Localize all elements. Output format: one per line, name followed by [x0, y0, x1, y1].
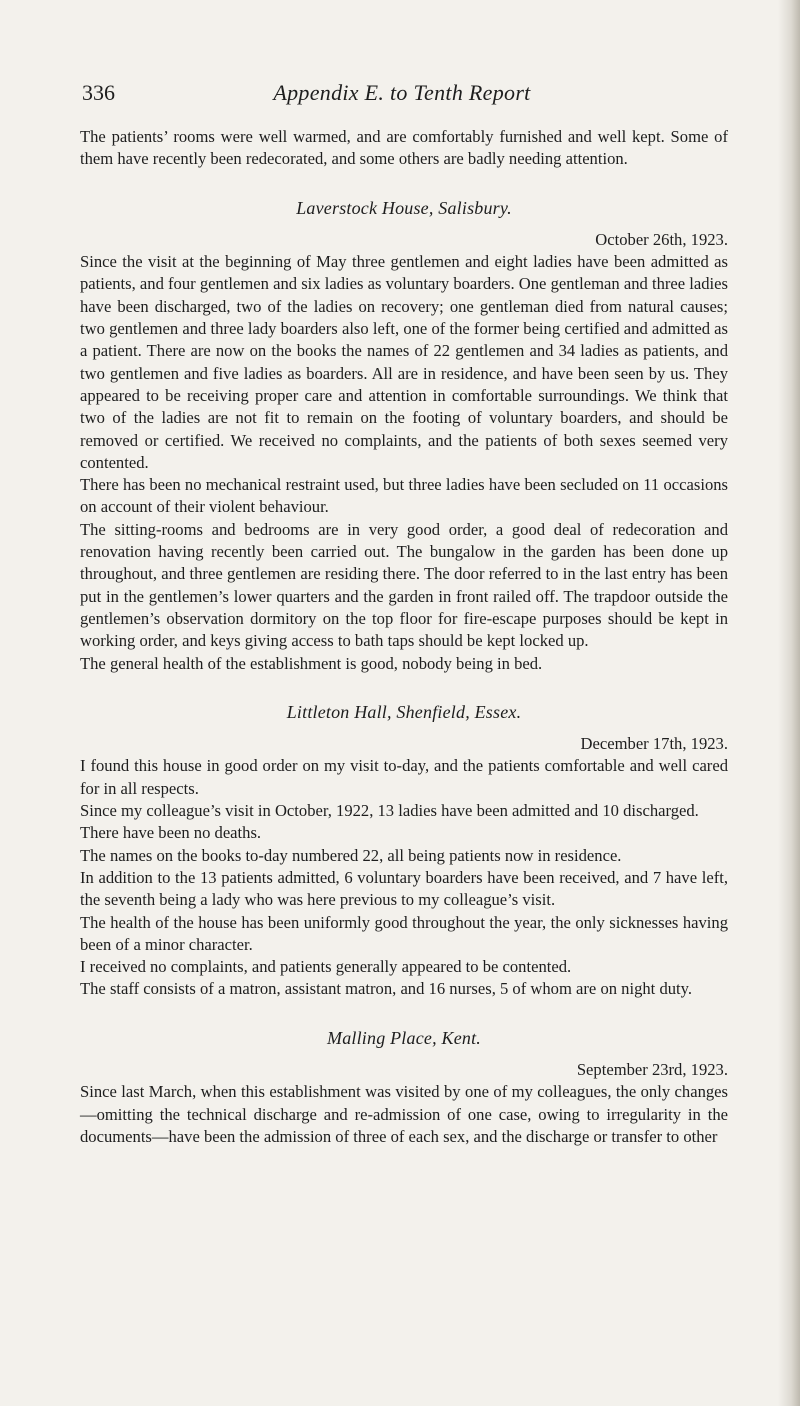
paragraph: Since the visit at the beginning of May three gentlemen and eight ladies have been admitted as patients, and four gentlemen and six ladies as voluntary boarders. One gentleman and three ladies have been discharged, two of the ladies on recovery; one gentleman died from natural causes; two gentlemen and three lady boarders also left, one of the former being certified and admitted as a patient. There are now on the books the names of 22 gentlemen and 34 ladies as patients, and two gentlemen and five ladies as boarders. All are in residence, and have been seen by us. They appeared to be receiving proper care and attention in comfortable surroundings. We think that two of the ladies are not fit to remain on the footing of voluntary boarders, and should be removed or certified. We received no complaints, and the patients of both sexes seemed very contented.	[80, 252, 728, 472]
paragraph: The sitting-rooms and bedrooms are in very good order, a good deal of redecoration and renovation having recently been carried out. The bungalow in the garden has been done up throughout, and three gentlemen are residing there. The door referred to in the last entry has been put in the gentlemen’s lower quarters and the garden in front railed off. The trapdoor outside the gentlemen’s observation dormitory on the top floor for fire-escape purposes should be kept in working order, and keys giving access to bath taps should be kept locked up.	[80, 519, 728, 651]
section-date-littleton: December 17th, 1923.	[580, 734, 728, 754]
paragraph: In addition to the 13 patients admitted, 6 voluntary boarders have been received, and 7 have left, the seventh being a lady who was here previous to my colleague’s visit.	[80, 867, 728, 910]
section-heading-malling: Malling Place, Kent.	[327, 1027, 481, 1048]
running-title: Appendix E. to Tenth Report	[273, 80, 531, 105]
page-body	[80, 126, 728, 1148]
page-edge-shadow	[778, 0, 800, 1406]
section-heading-laverstock: Laverstock House, Salisbury.	[296, 197, 512, 218]
paragraph: Since my colleague’s visit in October, 1922, 13 ladies have been admitted and 10 discharged.	[80, 801, 699, 821]
paragraph: The general health of the establishment is good, nobody being in bed.	[80, 653, 543, 673]
section-date-malling: September 23rd, 1923.	[576, 1059, 728, 1079]
running-head	[82, 80, 722, 110]
paragraph: Since last March, when this establishment was visited by one of my colleagues, the only changes—omitting the technical discharge and re-admission of one case, owing to irregularity in the documents—have been the admission of three of each sex, and the discharge or transfer to other	[80, 1082, 728, 1146]
paragraph: The health of the house has been uniformly good throughout the year, the only sicknesses having been of a minor character.	[80, 912, 728, 954]
paragraph: There has been no mechanical restraint used, but three ladies have been secluded on 11 occasions on account of their violent behaviour.	[80, 475, 728, 517]
paragraph: I received no complaints, and patients generally appeared to be contented.	[80, 957, 572, 977]
paragraph: The staff consists of a matron, assistant matron, and 16 nurses, 5 of whom are on night duty.	[80, 979, 693, 999]
intro-paragraph: The patients’ rooms were well warmed, and are comfortably furnished and well kept. Some of them have recently been redecorated, and some others are badly needing attention.	[80, 127, 728, 169]
paragraph: There have been no deaths.	[80, 823, 262, 843]
section-date-laverstock: October 26th, 1923.	[595, 229, 728, 249]
section-heading-littleton: Littleton Hall, Shenfield, Essex.	[286, 701, 522, 722]
page-number: 336	[82, 80, 115, 105]
paragraph: I found this house in good order on my visit to-day, and the patients comfortable and well cared for in all respects.	[80, 756, 728, 798]
paragraph: The names on the books to-day numbered 22, all being patients now in residence.	[80, 845, 622, 865]
